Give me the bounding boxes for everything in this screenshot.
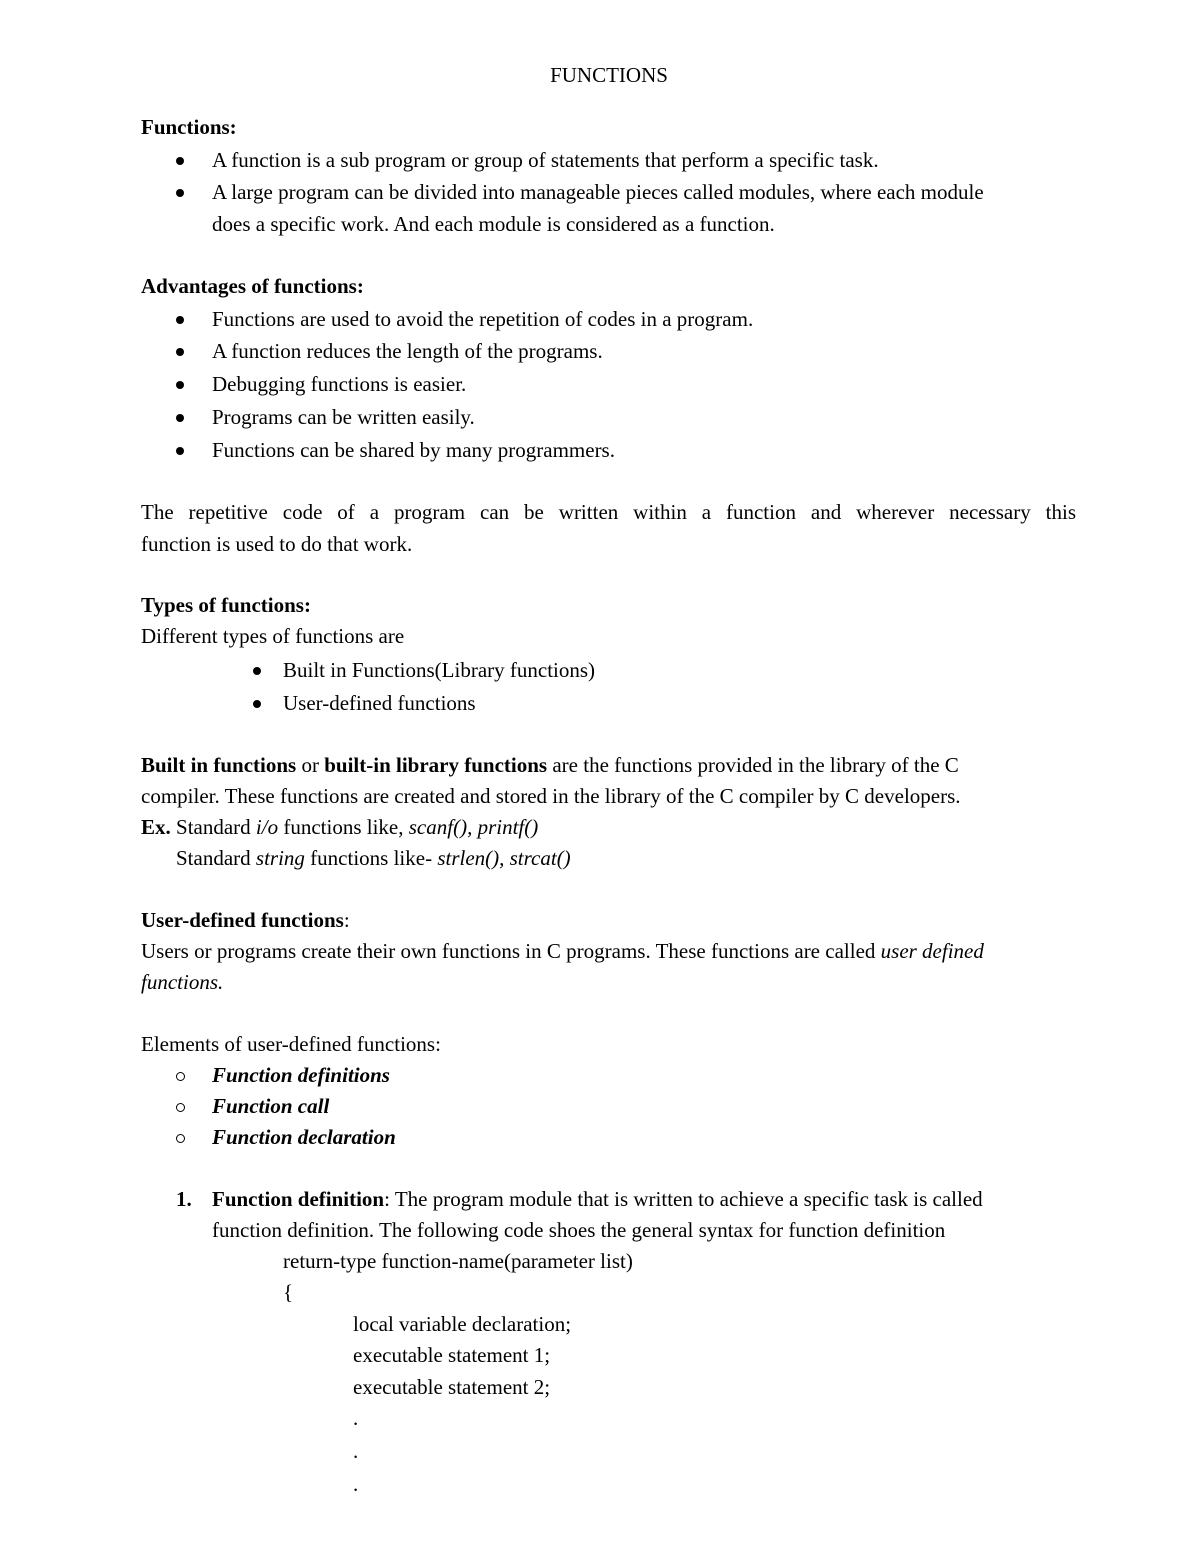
definition-colon: :: [384, 1187, 390, 1211]
example-functions-2: strlen(), strcat(): [437, 846, 571, 870]
bullet-icon: [176, 447, 184, 455]
userdefined-heading-line: [141, 905, 350, 936]
repetitive-paragraph-line-1: The repetitive code of a program can be written within a function and wherever necessary this: [141, 500, 1076, 524]
example-like: functions like,: [278, 815, 409, 839]
advantages-bullet-3: Debugging functions is easier.: [212, 372, 467, 396]
page-title: FUNCTIONS: [550, 63, 668, 87]
bullet-icon: [176, 348, 184, 356]
elements-intro: Elements of user-defined functions:: [141, 1032, 441, 1056]
builtin-text-1: are the functions provided in the library of the C: [547, 753, 959, 777]
code-line-local-var: local variable declaration;: [353, 1312, 572, 1336]
userdefined-text: Users or programs create their own functions in C programs. These functions are called: [141, 939, 881, 963]
types-heading: Types of functions:: [141, 593, 311, 617]
definition-number: 1.: [176, 1187, 192, 1211]
bullet-icon: [176, 157, 184, 165]
example-standard: Standard: [170, 815, 256, 839]
functions-bullet-2-cont: does a specific work. And each module is considered as a function.: [212, 212, 775, 236]
circle-bullet-icon: [176, 1072, 185, 1081]
userdefined-heading: User-defined functions: [141, 908, 344, 932]
code-line-dot-1: .: [353, 1406, 359, 1430]
types-intro: Different types of functions are: [141, 624, 405, 648]
code-line-statement-2: executable statement 2;: [353, 1375, 551, 1399]
types-bullet-1: Built in Functions(Library functions): [283, 658, 596, 682]
builtin-example-line-2: [176, 843, 571, 874]
bullet-icon: [253, 700, 261, 708]
circle-bullet-icon: [176, 1103, 185, 1112]
bullet-icon: [176, 316, 184, 324]
builtin-term-1: Built in functions: [141, 753, 297, 777]
element-item-1: Function definitions: [212, 1063, 390, 1087]
code-line-signature: return-type function-name(parameter list): [283, 1249, 633, 1273]
definition-term: Function definition: [212, 1187, 385, 1211]
userdefined-line-2: functions.: [141, 970, 224, 994]
circle-bullet-icon: [176, 1134, 185, 1143]
definition-text-1: The program module that is written to achieve a specific task is called: [389, 1187, 983, 1211]
functions-bullet-1: A function is a sub program or group of statements that perform a specific task.: [212, 148, 879, 172]
types-bullet-2: User-defined functions: [283, 691, 476, 715]
functions-heading: Functions:: [141, 115, 237, 139]
code-line-dot-2: .: [353, 1439, 359, 1463]
bullet-icon: [176, 189, 184, 197]
builtin-term-2: built-in library functions: [324, 753, 548, 777]
definition-line-2: function definition. The following code shoes the general syntax for function definition: [212, 1218, 946, 1242]
functions-bullet-2: A large program can be divided into manageable pieces called modules, where each module: [212, 180, 984, 204]
definition-line-1: [212, 1184, 983, 1215]
code-line-statement-1: executable statement 1;: [353, 1343, 551, 1367]
code-line-dot-3: .: [353, 1472, 359, 1496]
example-label: Ex.: [141, 815, 171, 839]
element-item-2: Function call: [212, 1094, 330, 1118]
example-functions: scanf(), printf(): [408, 815, 539, 839]
userdefined-italic-1: user defined: [880, 939, 984, 963]
advantages-bullet-4: Programs can be written easily.: [212, 405, 475, 429]
advantages-bullet-5: Functions can be shared by many programmers.: [212, 438, 615, 462]
example-string: string: [255, 846, 305, 870]
advantages-bullet-1: Functions are used to avoid the repetition of codes in a program.: [212, 307, 754, 331]
code-line-open-brace: {: [283, 1280, 294, 1304]
repetitive-paragraph-line-2: function is used to do that work.: [141, 532, 413, 556]
builtin-example-line: [141, 812, 538, 843]
bullet-icon: [176, 414, 184, 422]
builtin-line-1: [141, 750, 959, 781]
builtin-or: or: [296, 753, 325, 777]
advantages-bullet-2: A function reduces the length of the programs.: [212, 339, 603, 363]
example-standard-2: Standard: [176, 846, 256, 870]
example-io: i/o: [255, 815, 279, 839]
bullet-icon: [176, 381, 184, 389]
userdefined-colon: :: [343, 908, 350, 932]
advantages-heading: Advantages of functions:: [141, 274, 364, 298]
userdefined-line-1: [141, 936, 984, 967]
builtin-line-2: compiler. These functions are created and stored in the library of the C compiler by C developers.: [141, 784, 961, 808]
bullet-icon: [253, 667, 261, 675]
element-item-3: Function declaration: [212, 1125, 396, 1149]
example-like-2: functions like-: [304, 846, 438, 870]
